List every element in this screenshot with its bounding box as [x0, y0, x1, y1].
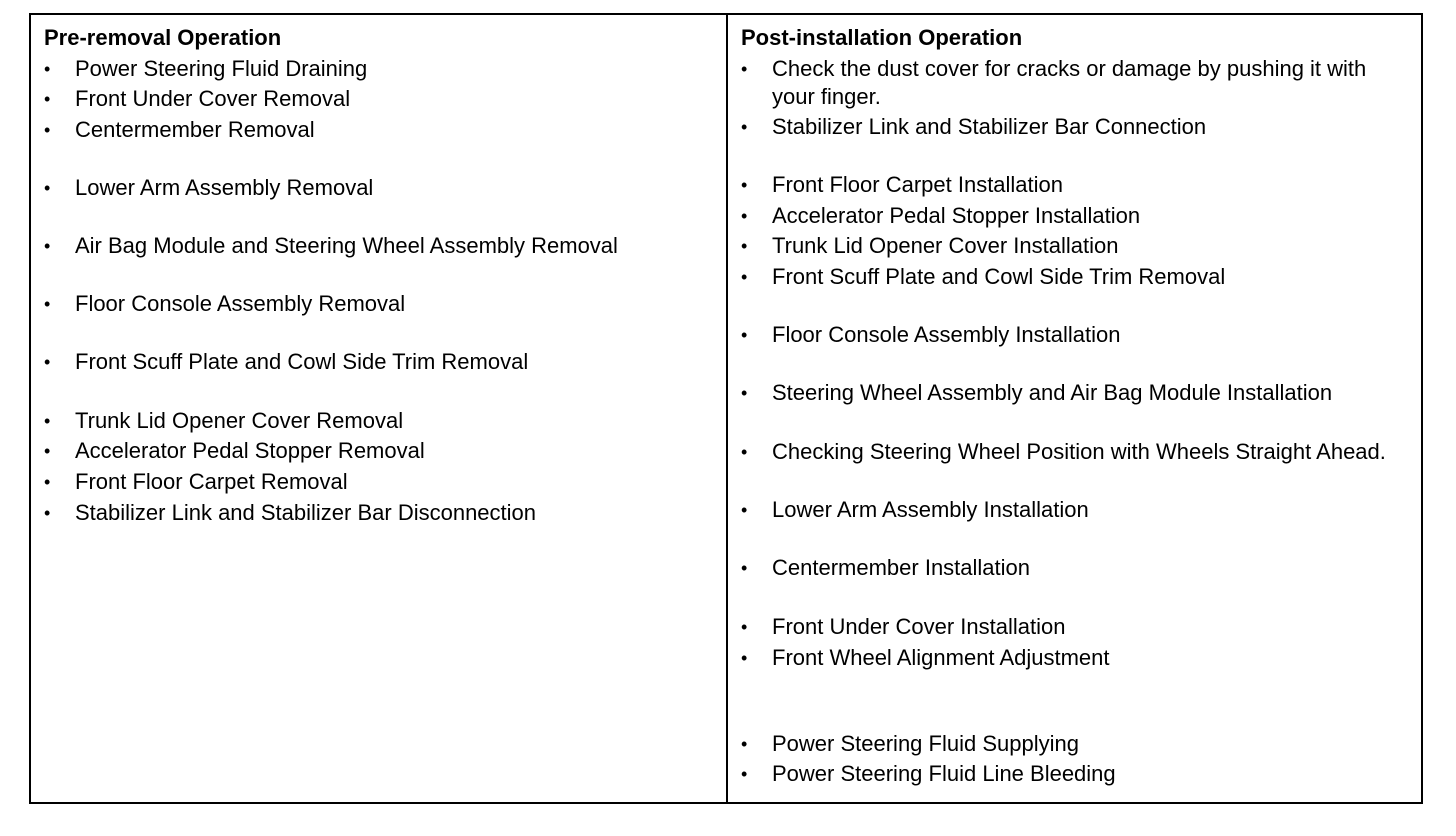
bullet-icon: • — [741, 500, 748, 520]
list-item: • Checking Steering Wheel Position with Wheels Straight Ahead. — [741, 439, 1386, 464]
bullet-icon: • — [741, 764, 748, 784]
list-item: • Front Scuff Plate and Cowl Side Trim Removal — [741, 264, 1226, 289]
bullet-icon: • — [44, 472, 51, 492]
bullet-icon: • — [741, 442, 748, 462]
bullet-icon: • — [44, 411, 51, 431]
list-item: • Front Under Cover Installation — [741, 614, 1066, 639]
list-item: • Accelerator Pedal Stopper Removal — [44, 438, 425, 463]
list-item: • Trunk Lid Opener Cover Installation — [741, 233, 1119, 258]
list-item: • Power Steering Fluid Line Bleeding — [741, 761, 1116, 786]
list-item: • Front Under Cover Removal — [44, 86, 351, 111]
list-item: • Air Bag Module and Steering Wheel Assembly Removal — [44, 233, 618, 258]
bullet-icon: • — [741, 648, 748, 668]
bullet-icon: • — [741, 383, 748, 403]
pre-removal-column — [31, 15, 728, 802]
list-item: • Front Floor Carpet Removal — [44, 469, 348, 494]
bullet-icon: • — [44, 236, 51, 256]
bullet-icon: • — [741, 325, 748, 345]
list-item: • Trunk Lid Opener Cover Removal — [44, 408, 404, 433]
bullet-icon: • — [44, 89, 51, 109]
list-item: • Front Floor Carpet Installation — [741, 172, 1064, 197]
bullet-icon: • — [741, 558, 748, 578]
bullet-icon: • — [741, 117, 748, 137]
list-item: • Power Steering Fluid Draining — [44, 56, 368, 81]
pre-removal-heading: Pre-removal Operation — [44, 25, 282, 50]
bullet-icon: • — [44, 59, 51, 79]
bullet-icon: • — [44, 352, 51, 372]
post-installation-column — [728, 15, 1421, 802]
bullet-icon: • — [741, 175, 748, 195]
list-item: • Stabilizer Link and Stabilizer Bar Connection — [741, 114, 1207, 139]
list-item: • Accelerator Pedal Stopper Installation — [741, 203, 1141, 228]
list-item: • Lower Arm Assembly Installation — [741, 497, 1089, 522]
bullet-icon: • — [44, 120, 51, 140]
list-item: • Power Steering Fluid Supplying — [741, 731, 1079, 756]
bullet-icon: • — [44, 178, 51, 198]
procedure-table — [29, 13, 1423, 804]
list-item: • Check the dust cover for cracks or damage by pushing it with your finger. — [741, 56, 1367, 109]
list-item: • Centermember Installation — [741, 555, 1031, 580]
list-item: • Floor Console Assembly Installation — [741, 322, 1121, 347]
bullet-icon: • — [741, 267, 748, 287]
bullet-icon: • — [44, 503, 51, 523]
bullet-icon: • — [741, 617, 748, 637]
bullet-icon: • — [741, 734, 748, 754]
list-item: • Steering Wheel Assembly and Air Bag Module Installation — [741, 380, 1333, 405]
list-item: • Front Scuff Plate and Cowl Side Trim Removal — [44, 349, 529, 374]
bullet-icon: • — [44, 441, 51, 461]
bullet-icon: • — [741, 236, 748, 256]
bullet-icon: • — [44, 294, 51, 314]
bullet-icon: • — [741, 206, 748, 226]
post-installation-heading: Post-installation Operation — [741, 25, 1023, 50]
list-item: • Front Wheel Alignment Adjustment — [741, 645, 1110, 670]
list-item: • Floor Console Assembly Removal — [44, 291, 406, 316]
bullet-icon: • — [741, 59, 748, 79]
list-item: • Lower Arm Assembly Removal — [44, 175, 374, 200]
list-item: • Stabilizer Link and Stabilizer Bar Disconnection — [44, 500, 537, 525]
list-item: • Centermember Removal — [44, 117, 315, 142]
